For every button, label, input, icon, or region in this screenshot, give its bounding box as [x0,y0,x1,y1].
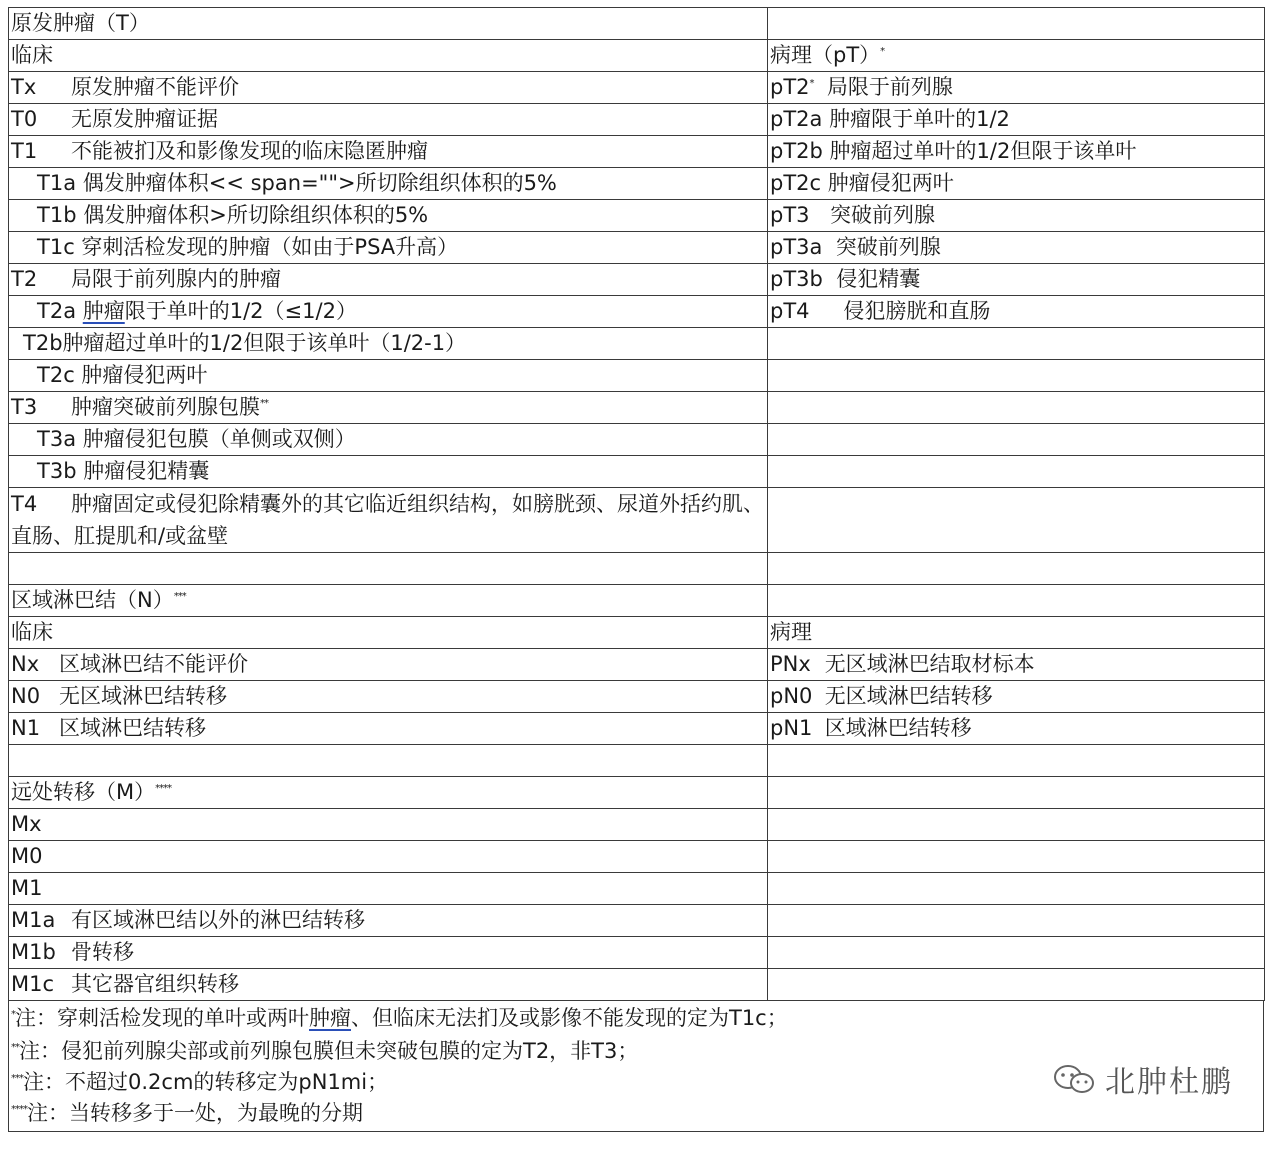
n-section-header: 区域淋巴结（N）*** [9,585,768,617]
empty-cell [768,873,1265,905]
table-row [9,873,1265,905]
empty-cell [768,360,1265,392]
table-row [9,200,1265,232]
empty-cell [9,553,768,585]
table-row [9,585,1265,617]
m-section-header: 远处转移（M）**** [9,777,768,809]
stage-cell: T1a 偶发肿瘤体积<< span="">所切除组织体积的5% [9,168,768,200]
footnote: *注：穿刺活检发现的单叶或两叶肿瘤、但临床无法扪及或影像不能发现的定为T1c； [11,1006,788,1030]
watermark-text: 北肿杜鹏 [1105,1065,1233,1100]
empty-cell [768,809,1265,841]
table-row [9,264,1265,296]
stage-cell: T3a 肿瘤侵犯包膜（单侧或双侧） [9,424,768,456]
table-row [9,905,1265,937]
table-row [9,488,1265,553]
footnote: **注：侵犯前列腺尖部或前列腺包膜但未突破包膜的定为T2，非T3； [11,1039,639,1063]
empty-cell [768,745,1265,777]
pstage-cell: pT4 侵犯膀胱和直肠 [768,296,1265,328]
empty-cell [768,905,1265,937]
stage-cell: M0 [9,841,768,873]
table-row [9,937,1265,969]
stage-cell: N1 区域淋巴结转移 [9,713,768,745]
table-row [9,328,1265,360]
empty-cell [768,488,1265,553]
table-row [9,617,1265,649]
footnotes [8,1001,1264,1132]
pstage-cell: pN0 无区域淋巴结转移 [768,681,1265,713]
stage-cell: Mx [9,809,768,841]
staging-document [8,7,1264,1132]
watermark [1053,1057,1233,1101]
pstage-cell: pT2b 肿瘤超过单叶的1/2但限于该单叶 [768,136,1265,168]
wechat-icon [1053,1064,1095,1094]
stage-cell: Tx 原发肿瘤不能评价 [9,72,768,104]
footnote: ***注：不超过0.2cm的转移定为pN1mi； [11,1070,389,1094]
empty-cell [9,745,768,777]
empty-cell [768,553,1265,585]
pstage-cell: PNx 无区域淋巴结取材标本 [768,649,1265,681]
stage-cell: N0 无区域淋巴结转移 [9,681,768,713]
empty-cell [768,969,1265,1001]
footnote: ****注：当转移多于一处，为最晚的分期 [11,1101,363,1125]
empty-cell [768,585,1265,617]
stage-cell: M1b 骨转移 [9,937,768,969]
stage-cell: T0 无原发肿瘤证据 [9,104,768,136]
n-clinical-label: 临床 [9,617,768,649]
n-pathology-label: 病理 [768,617,1265,649]
stage-cell: M1 [9,873,768,905]
table-row-spacer [9,553,1265,585]
t-section-header: 原发肿瘤（T） [9,8,768,40]
table-row [9,681,1265,713]
empty-cell [768,937,1265,969]
table-row [9,841,1265,873]
stage-cell: M1a 有区域淋巴结以外的淋巴结转移 [9,905,768,937]
stage-cell: T2 局限于前列腺内的肿瘤 [9,264,768,296]
table-row-spacer [9,745,1265,777]
pstage-cell: pT3a 突破前列腺 [768,232,1265,264]
table-row [9,360,1265,392]
empty-cell [768,392,1265,424]
stage-cell: T3 肿瘤突破前列腺包膜** [9,392,768,424]
table-row [9,649,1265,681]
empty-cell [768,777,1265,809]
t-clinical-label: 临床 [9,40,768,72]
table-row [9,713,1265,745]
stage-cell: T3b 肿瘤侵犯精囊 [9,456,768,488]
stage-cell: M1c 其它器官组织转移 [9,969,768,1001]
empty-cell [768,328,1265,360]
tnm-staging-table [8,7,1265,1001]
table-row [9,456,1265,488]
table-row [9,104,1265,136]
stage-cell: T2a 肿瘤限于单叶的1/2（≤1/2） [9,296,768,328]
pstage-cell: pT2c 肿瘤侵犯两叶 [768,168,1265,200]
stage-cell: T1b 偶发肿瘤体积>所切除组织体积的5% [9,200,768,232]
pstage-cell: pN1 区域淋巴结转移 [768,713,1265,745]
empty-cell [768,424,1265,456]
table-row [9,168,1265,200]
table-row [9,969,1265,1001]
pstage-cell: pT2* 局限于前列腺 [768,72,1265,104]
t-pathology-label: 病理（pT）* [768,40,1265,72]
pstage-cell: pT3b 侵犯精囊 [768,264,1265,296]
table-row [9,72,1265,104]
table-row [9,809,1265,841]
stage-cell-t4: T4 肿瘤固定或侵犯除精囊外的其它临近组织结构，如膀胱颈、尿道外括约肌、直肠、肛提肌和/或盆壁 [9,488,768,553]
stage-cell: T2c 肿瘤侵犯两叶 [9,360,768,392]
table-row [9,136,1265,168]
pstage-cell: pT2a 肿瘤限于单叶的1/2 [768,104,1265,136]
stage-cell: T1c 穿刺活检发现的肿瘤（如由于PSA升高） [9,232,768,264]
table-row [9,424,1265,456]
table-row [9,296,1265,328]
table-row [9,40,1265,72]
table-row [9,777,1265,809]
empty-cell [768,456,1265,488]
pstage-cell: pT3 突破前列腺 [768,200,1265,232]
table-row [9,232,1265,264]
stage-cell: Nx 区域淋巴结不能评价 [9,649,768,681]
empty-cell [768,841,1265,873]
table-row [9,392,1265,424]
table-row [9,8,1265,40]
empty-cell [768,8,1265,40]
stage-cell: T2b肿瘤超过单叶的1/2但限于该单叶（1/2-1） [9,328,768,360]
stage-cell: T1 不能被扪及和影像发现的临床隐匿肿瘤 [9,136,768,168]
